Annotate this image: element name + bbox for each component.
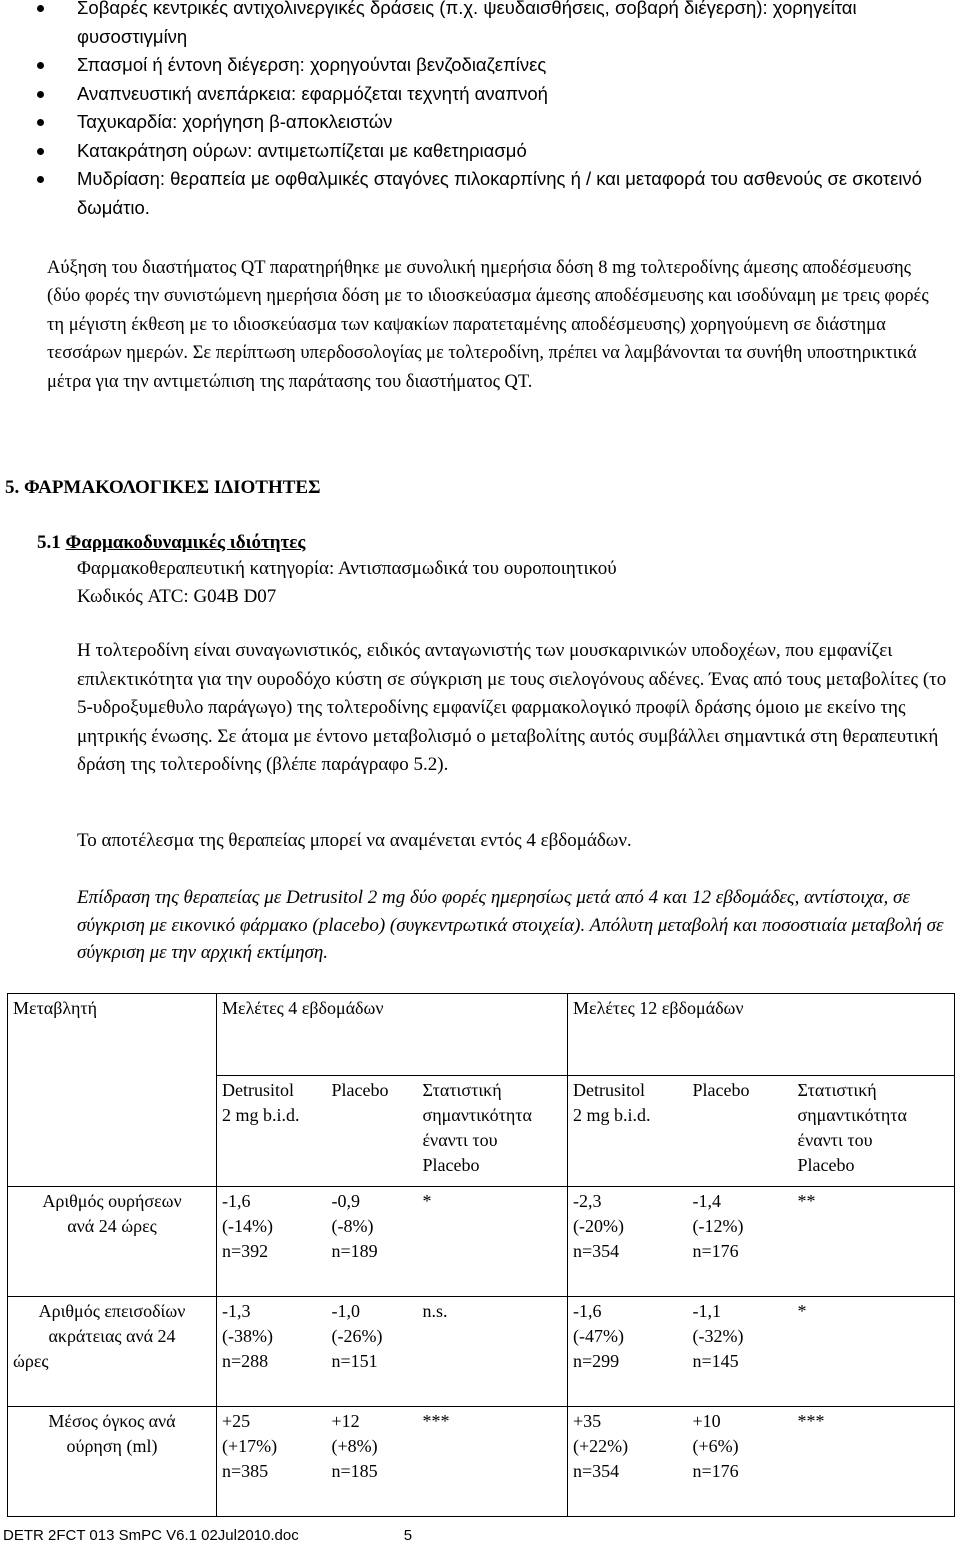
section-5-1-heading: [37, 532, 305, 554]
header-variable: Μεταβλητή: [8, 994, 217, 1076]
cell-placebo-12w: +10 (+6%) n=176: [688, 1407, 793, 1517]
cell-significance-12w: **: [793, 1187, 955, 1297]
cell-detrusitol-12w: +35 (+22%) n=354: [568, 1407, 688, 1517]
subheader-empty: [8, 1076, 217, 1187]
cell-placebo-4w: +12 (+8%) n=185: [327, 1407, 418, 1517]
cell-significance-4w: *: [418, 1187, 568, 1297]
subheader-significance-12w: Στατιστική σημαντικότητα έναντι του Placebo: [793, 1076, 955, 1187]
subheader-significance-4w: Στατιστική σημαντικότητα έναντι του Placebo: [418, 1076, 568, 1187]
effect-paragraph: Το αποτέλεσμα της θεραπείας μπορεί να αναμένεται εντός 4 εβδομάδων.: [77, 830, 632, 851]
table-header-row: [8, 994, 955, 1076]
cell-significance-12w: ***: [793, 1407, 955, 1517]
row-label: Αριθμός επεισοδίων ακράτειας ανά 24 ώρες: [8, 1297, 217, 1407]
cell-detrusitol-4w: -1,6 (-14%) n=392: [217, 1187, 327, 1297]
bullet-item: Ταχυκαρδία: χορήγηση β-αποκλειστών: [0, 108, 960, 137]
row-label: Μέσος όγκος ανά ούρηση (ml): [8, 1407, 217, 1517]
bullet-dot-icon: [37, 5, 44, 12]
table-row: [8, 1297, 955, 1407]
subheader-placebo-12w: Placebo: [688, 1076, 793, 1187]
cell-placebo-12w: -1,1 (-32%) n=145: [688, 1297, 793, 1407]
cell-placebo-12w: -1,4 (-12%) n=176: [688, 1187, 793, 1297]
bullet-item: Αναπνευστική ανεπάρκεια: εφαρμόζεται τεχνητή αναπνοή: [0, 80, 960, 109]
overdose-bullet-list: [0, 0, 960, 222]
efficacy-table: [7, 993, 955, 1517]
bullet-dot-icon: [37, 176, 44, 183]
pharmacotherapeutic-group: Φαρμακοθεραπευτική κατηγορία: Αντισπασμωδικά του ουροποιητικού: [77, 558, 617, 579]
row-label: Αριθμός ουρήσεων ανά 24 ώρες: [8, 1187, 217, 1297]
mechanism-paragraph: Η τολτεροδίνη είναι συναγωνιστικός, ειδικός ανταγωνιστής των μουσκαρινικών υποδοχέων, που εμφανίζει επιλεκτικότητα για την ουροδόχο κύστη σε σύγκριση με τους σιελογόνους αδένες. Ένας από τους μεταβολίτες (το 5-υδροξυμεθυλο παράγωγο) της τολτεροδίνης εμφανίζει φαρμακολογικό προφίλ δράσης όμοιο με εκείνο της μητρικής ένωσης. Σε άτομα με έντονο μεταβολισμό ο μεταβολίτης αυτός συμβάλλει σημαντικά στη θεραπευτική δράση της τολτεροδίνης (βλέπε παράγραφο 5.2).: [77, 640, 947, 776]
bullet-dot-icon: [37, 119, 44, 126]
bullet-item: Σοβαρές κεντρικές αντιχολινεργικές δράσεις (π.χ. ψευδαισθήσεις, σοβαρή διέγερση): χορηγείται φυσοστιγμίνη: [0, 0, 960, 51]
cell-placebo-4w: -1,0 (-26%) n=151: [327, 1297, 418, 1407]
footer-page-number: 5: [403, 1527, 413, 1544]
bullet-item: Κατακράτηση ούρων: αντιμετωπίζεται με καθετηριασμό: [0, 137, 960, 166]
cell-detrusitol-4w: -1,3 (-38%) n=288: [217, 1297, 327, 1407]
bullet-dot-icon: [37, 62, 44, 69]
section-title: Φαρμακοδυναμικές ιδιότητες: [65, 532, 306, 553]
section-number: 5.1: [37, 532, 61, 553]
qt-paragraph: Αύξηση του διαστήματος QT παρατηρήθηκε με συνολική ημερήσια δόση 8 mg τολτεροδίνης άμεσης αποδέσμευσης (δύο φορές την συνιστώμενη ημερήσια δόση με το ιδιοσκεύασμα άμεσης αποδέσμευσης και ισοδύναμη με τρεις φορές τη μέγιστη έκθεση με το ιδιοσκεύασμα των καψακίων παρατεταμένης αποδέσμευσης) χορηγούμενη σε διάστημα τεσσάρων ημερών. Σε περίπτωση υπερδοσολογίας με τολτεροδίνη, πρέπει να λαμβάνονται τα συνήθη υποστηρικτικά μέτρα για την αντιμετώπιση της παράτασης του διαστήματος QT.: [47, 258, 929, 392]
cell-placebo-4w: -0,9 (-8%) n=189: [327, 1187, 418, 1297]
cell-significance-4w: n.s.: [418, 1297, 568, 1407]
atc-code: Κωδικός ATC: G04B D07: [77, 586, 277, 607]
cell-detrusitol-12w: -1,6 (-47%) n=299: [568, 1297, 688, 1407]
bullet-dot-icon: [37, 148, 44, 155]
footer-document-name: DETR 2FCT 013 SmPC V6.1 02Jul2010.doc: [3, 1527, 299, 1544]
subheader-placebo-4w: Placebo: [327, 1076, 418, 1187]
table-row: [8, 1407, 955, 1517]
cell-significance-12w: *: [793, 1297, 955, 1407]
section-5-heading: 5. ΦΑΡΜΑΚΟΛΟΓΙΚΕΣ ΙΔΙΟΤΗΤΕΣ: [5, 477, 321, 498]
page-footer: [3, 1527, 412, 1544]
cell-detrusitol-4w: +25 (+17%) n=385: [217, 1407, 327, 1517]
cell-significance-4w: ***: [418, 1407, 568, 1517]
header-12-weeks: Μελέτες 12 εβδομάδων: [568, 994, 955, 1076]
cell-detrusitol-12w: -2,3 (-20%) n=354: [568, 1187, 688, 1297]
bullet-dot-icon: [37, 91, 44, 98]
table-caption: Επίδραση της θεραπείας με Detrusitol 2 mg δύο φορές ημερησίως μετά από 4 και 12 εβδομάδες, αντίστοιχα, σε σύγκριση με εικονικό φάρμακο (placebo) (συγκεντρωτικά στοιχεία). Απόλυτη μεταβολή και ποσοστιαία μεταβολή σε σύγκριση με την αρχική εκτίμηση.: [77, 887, 944, 963]
subheader-detrusitol-12w: Detrusitol 2 mg b.i.d.: [568, 1076, 688, 1187]
bullet-item: Σπασμοί ή έντονη διέγερση: χορηγούνται βενζοδιαζεπίνες: [0, 51, 960, 80]
bullet-item: Μυδρίαση: θεραπεία με οφθαλμικές σταγόνες πιλοκαρπίνης ή / και μεταφορά του ασθενούς σε σκοτεινό δωμάτιο.: [0, 165, 960, 222]
table-subheader-row: [8, 1076, 955, 1187]
table-row: [8, 1187, 955, 1297]
subheader-detrusitol-4w: Detrusitol 2 mg b.i.d.: [217, 1076, 327, 1187]
header-4-weeks: Μελέτες 4 εβδομάδων: [217, 994, 568, 1076]
